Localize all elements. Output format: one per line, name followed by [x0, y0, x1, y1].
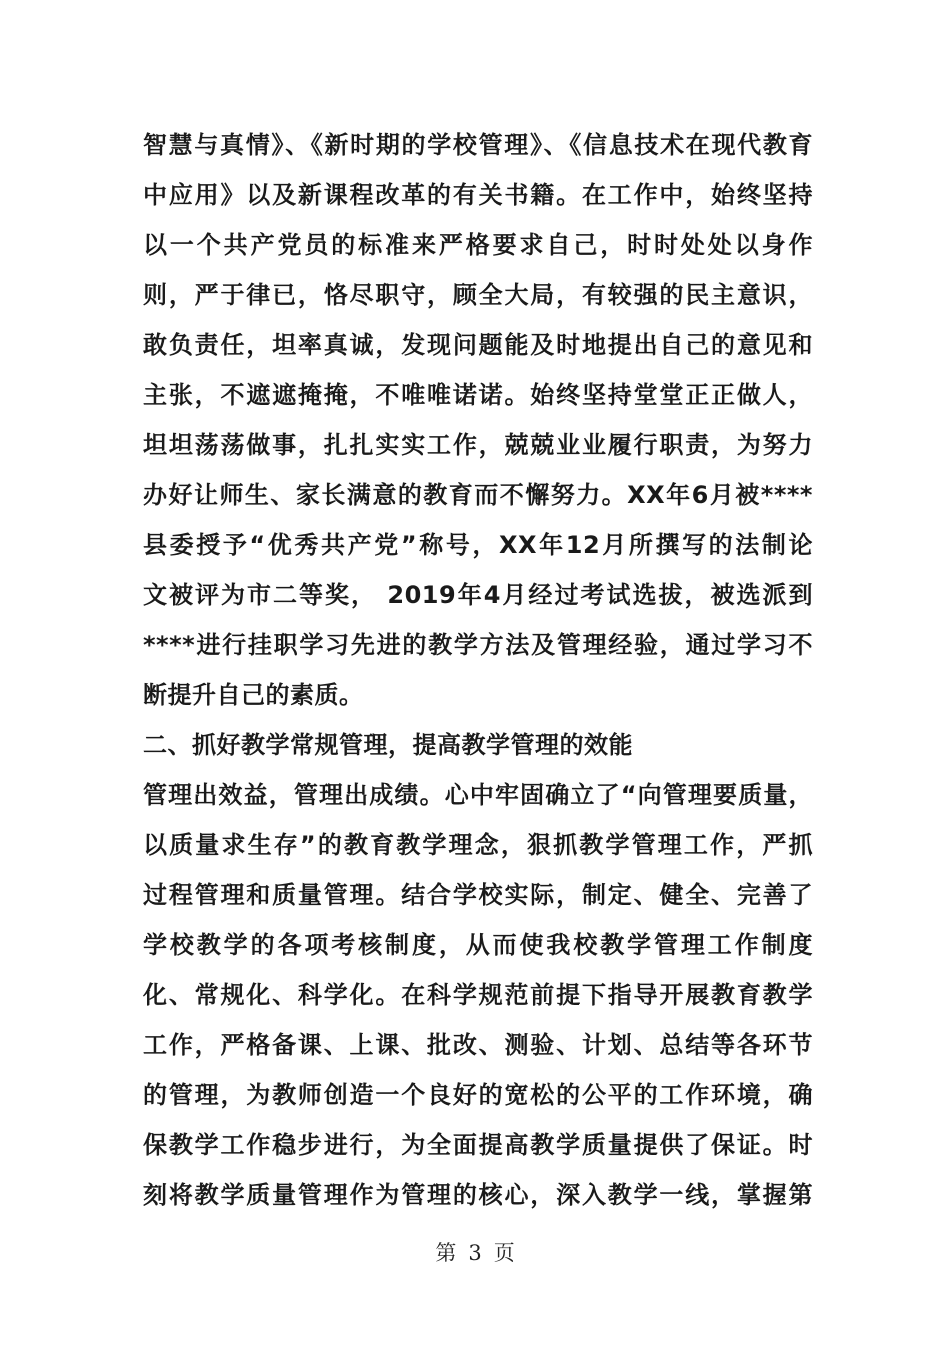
text-line: 过程管理和质量管理。结合学校实际，制定、健全、完善了: [143, 881, 813, 909]
text-line: 办好让师生、家长满意的教育而不懈努力。XX年6月被****: [143, 481, 813, 509]
text-line: ****进行挂职学习先进的教学方法及管理经验，通过学习不: [143, 631, 813, 659]
text-line: 以一个共产党员的标准来严格要求自己，时时处处以身作: [143, 231, 813, 259]
text-line: 文被评为市二等奖， 2019年4月经过考试选拔，被选派到: [143, 581, 813, 609]
text-line: 刻将教学质量管理作为管理的核心，深入教学一线，掌握第: [143, 1181, 813, 1209]
text-line: 智慧与真情》、《新时期的学校管理》、《信息技术在现代教育: [143, 131, 813, 159]
text-line: 化、常规化、科学化。在科学规范前提下指导开展教育教学: [143, 981, 813, 1009]
page-footer: [0, 1238, 950, 1268]
text-line: 中应用》以及新课程改革的有关书籍。在工作中，始终坚持: [143, 181, 813, 209]
text-line: 的管理，为教师创造一个良好的宽松的公平的工作环境，确: [143, 1081, 813, 1109]
text-line: 则，严于律已，恪尽职守，顾全大局，有较强的民主意识，: [143, 281, 813, 309]
section-heading: 二、抓好教学常规管理，提高教学管理的效能: [143, 731, 633, 759]
text-line: 主张，不遮遮掩掩，不唯唯诺诺。始终坚持堂堂正正做人，: [143, 381, 813, 409]
text-line: 保教学工作稳步进行，为全面提高教学质量提供了保证。时: [143, 1131, 813, 1159]
body-text: [143, 120, 813, 1220]
footer-suffix: 页: [493, 1241, 515, 1265]
text-line: 工作，严格备课、上课、批改、测验、计划、总结等各环节: [143, 1031, 813, 1059]
text-line: 管理出效益，管理出成绩。心中牢固确立了“向管理要质量，: [143, 781, 813, 809]
text-line: 坦坦荡荡做事，扎扎实实工作，兢兢业业履行职责，为努力: [143, 431, 813, 459]
text-line: 以质量求生存”的教育教学理念，狠抓教学管理工作，严抓: [143, 831, 813, 859]
text-line: 县委授予“优秀共产党”称号，XX年12月所撰写的法制论: [143, 531, 813, 559]
text-line: 学校教学的各项考核制度，从而使我校教学管理工作制度: [143, 931, 813, 959]
text-line: 断提升自己的素质。: [143, 681, 364, 709]
text-line: 敢负责任，坦率真诚，发现问题能及时地提出自己的意见和: [143, 331, 813, 359]
footer-prefix: 第: [435, 1241, 457, 1265]
page-number: 3: [468, 1241, 482, 1265]
